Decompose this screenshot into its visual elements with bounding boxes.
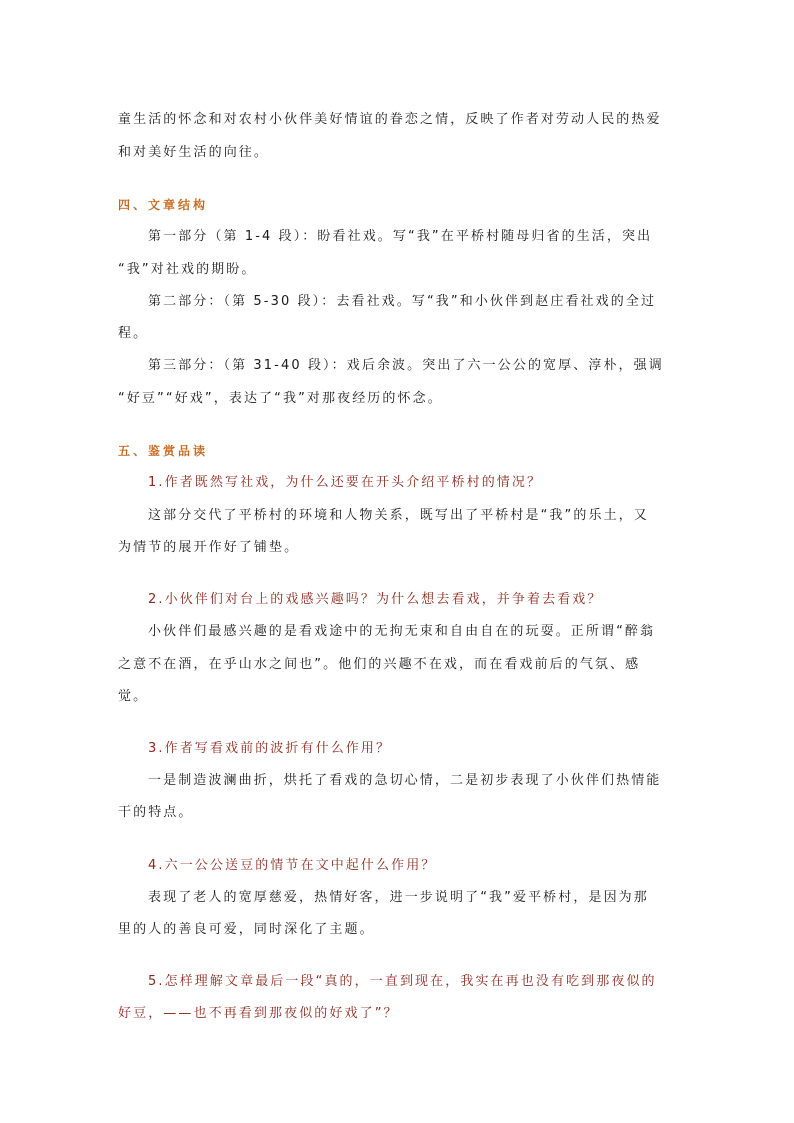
part2-line-2: 程。	[118, 326, 149, 341]
part1-line-1: 第一部分（第 1-4 段）：盼看社戏。写“我”在平桥村随母归省的生活，突出	[148, 229, 653, 244]
section-heading-appreciation: 五、鉴赏品读	[118, 444, 209, 458]
answer-3-line-1: 一是制造波澜曲折，烘托了看戏的急切心情，二是初步表现了小伙伴们热情能	[148, 773, 662, 788]
part2-line-1: 第二部分：（第 5-30 段）：去看社戏。写“我”和小伙伴到赵庄看社戏的全过	[148, 294, 657, 309]
answer-1-line-1: 这部分交代了平桥村的环境和人物关系，既写出了平桥村是“我”的乐土，又	[148, 508, 649, 523]
question-4: 4.六一公公送豆的情节在文中起什么作用？	[148, 858, 437, 873]
question-2: 2.小伙伴们对台上的戏感兴趣吗？为什么想去看戏，并争着去看戏？	[148, 592, 603, 607]
section-heading-structure: 四、文章结构	[118, 198, 209, 212]
intro-line-1: 童生活的怀念和对农村小伙伴美好情谊的眷恋之情，反映了作者对劳动人民的热爱	[118, 112, 662, 127]
answer-3-line-2: 干的特点。	[118, 805, 194, 820]
question-3: 3.作者写看戏前的波折有什么作用？	[148, 741, 392, 756]
question-5-line-1: 5.怎样理解文章最后一段“真的，一直到现在，我实在再也没有吃到那夜似的	[148, 974, 657, 989]
part3-line-2: “好豆”“好戏”，表达了“我”对那夜经历的怀念。	[118, 391, 443, 406]
answer-2-line-3: 觉。	[118, 689, 149, 704]
answer-4-line-2: 里的人的善良可爱，同时深化了主题。	[118, 922, 375, 937]
intro-line-2: 和对美好生活的向往。	[118, 145, 270, 160]
answer-1-line-2: 为情节的展开作好了铺垫。	[118, 540, 300, 555]
answer-2-line-1: 小伙伴们最感兴趣的是看戏途中的无拘无束和自由自在的玩耍。正所谓“醉翁	[148, 624, 656, 639]
part3-line-1: 第三部分：（第 31-40 段）：戏后余波。突出了六一公公的宽厚、淳朴，强调	[148, 358, 664, 373]
answer-2-line-2: 之意不在酒，在乎山水之间也”。他们的兴趣不在戏，而在看戏前后的气氛、感	[118, 657, 641, 672]
part1-line-2: “我”对社戏的期盼。	[118, 262, 257, 277]
question-1: 1.作者既然写社戏，为什么还要在开头介绍平桥村的情况？	[148, 475, 543, 490]
question-5-line-2: 好豆，——也不再看到那夜似的好戏了”？	[118, 1006, 399, 1021]
answer-4-line-1: 表现了老人的宽厚慈爱，热情好客，进一步说明了“我”爱平桥村，是因为那	[148, 890, 649, 905]
